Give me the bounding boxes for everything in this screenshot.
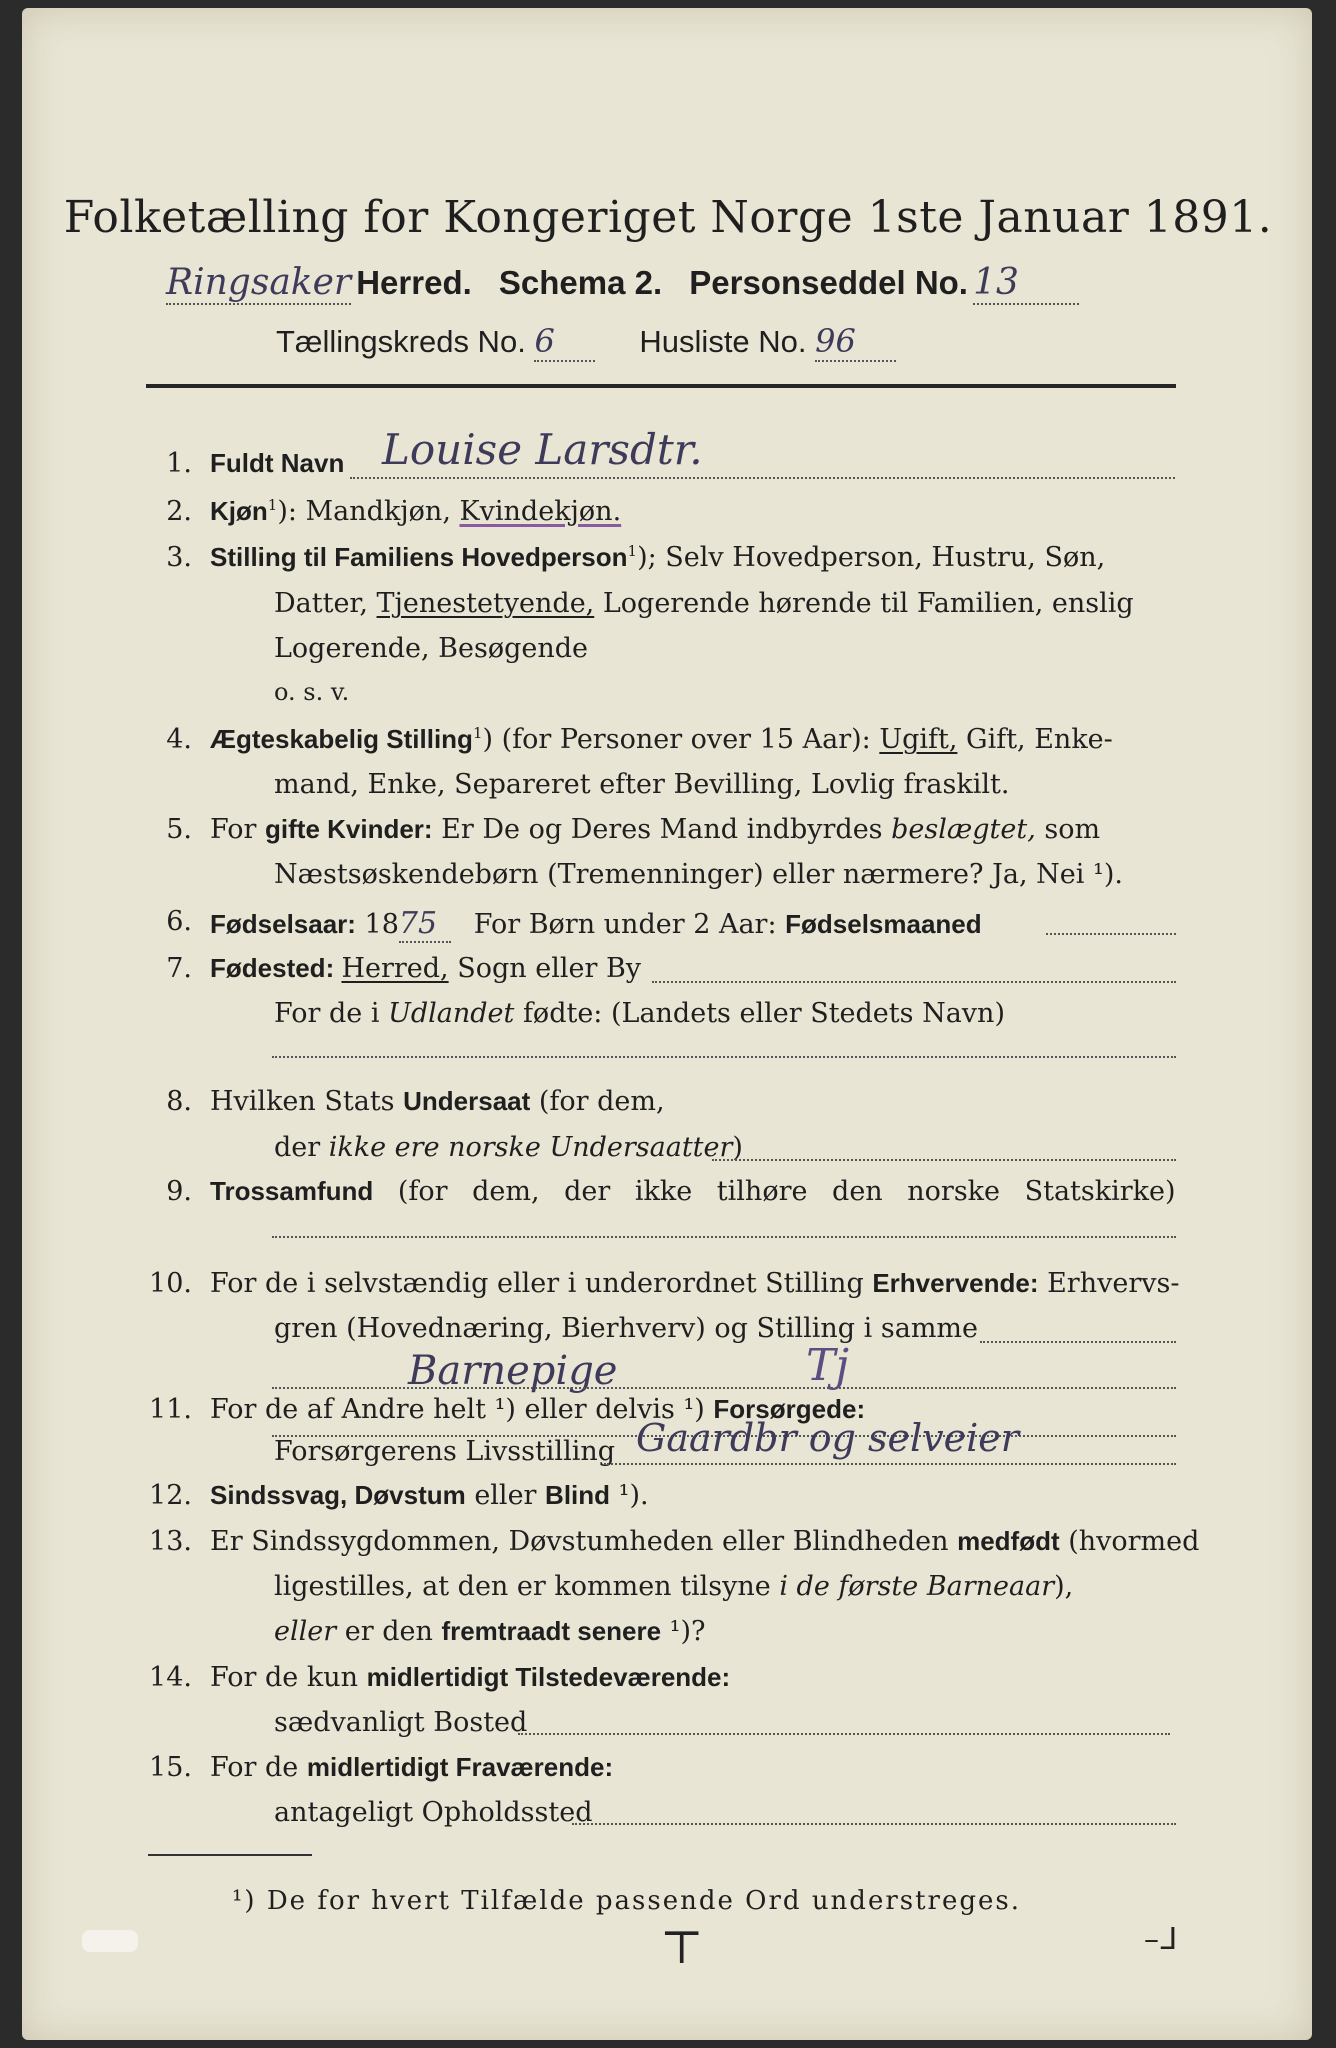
- q14-number: 14.: [149, 1662, 192, 1693]
- q9-number: 9.: [166, 1176, 192, 1207]
- q10-text-c: Erhvervs-: [1038, 1268, 1180, 1299]
- q10-dotted-line-2: [272, 1386, 1176, 1389]
- footnote: ¹) De for hvert Tilfælde passende Ord understreges.: [232, 1886, 1022, 1916]
- q4-text: ) (for Personer over 15 Aar):: [482, 724, 880, 755]
- q1-dotted-line: [350, 476, 1175, 479]
- q10-line-2: gren (Hovednæring, Bierhverv) og Stilling i samme: [274, 1313, 979, 1344]
- q15-dotted-line: [572, 1822, 1176, 1825]
- q15-number: 15.: [149, 1752, 192, 1783]
- q2-selected-option: Kvindekjøn.: [459, 496, 622, 527]
- q11-provider-value: Gaardbr og selveier: [636, 1416, 1019, 1460]
- q3-line-1: [210, 542, 1105, 573]
- q8-dotted-line: [712, 1158, 1176, 1161]
- q13-label: medfødt: [957, 1526, 1060, 1556]
- q3-options-1: ); Selv Hovedperson, Hustru, Søn,: [637, 542, 1106, 573]
- husliste-value: 96: [815, 322, 896, 362]
- pencil-mark-corner: –ᒧ: [1144, 1922, 1178, 1957]
- q6-dotted-line: [1046, 932, 1176, 935]
- q2-options: ): Mandkjøn,: [277, 496, 460, 527]
- q8-text-c2: ): [732, 1132, 743, 1163]
- q13-text-d3: ¹)?: [661, 1616, 706, 1647]
- q4-selected-option: Ugift,: [879, 724, 958, 755]
- q3-line-2: [274, 588, 1134, 619]
- q7-line-1: [210, 953, 641, 984]
- q13-line-2: [274, 1571, 1073, 1602]
- q9-dotted-line: [272, 1235, 1176, 1238]
- q3-option-datter: Datter,: [274, 588, 377, 619]
- q4-number: 4.: [166, 724, 192, 755]
- form-title: Folketælling for Kongeriget Norge 1ste Januar 1891.: [63, 192, 1273, 243]
- q10-dotted-line: [980, 1340, 1176, 1343]
- q14-line-2: sædvanligt Bosted: [274, 1707, 528, 1738]
- taellingskreds-line: [276, 322, 896, 360]
- q7-selected-option: Herred,: [341, 953, 449, 984]
- q3-number: 3.: [166, 542, 192, 573]
- q13-text-c: (hvormed: [1059, 1526, 1200, 1557]
- q7-options: Sogn eller By: [448, 953, 642, 984]
- paper-tear-mark: [82, 1930, 138, 1952]
- q3-selected-option: Tjenestetyende,: [376, 588, 595, 619]
- q7-label: Fødested:: [210, 953, 342, 983]
- q13-text-a: Er Sindssygdommen, Døvstumheden eller Blindheden: [210, 1526, 958, 1557]
- q15-line-2: antageligt Opholdssted: [274, 1797, 593, 1828]
- q7-text-a: For de i: [274, 998, 389, 1029]
- footnote-rule: [148, 1854, 312, 1856]
- q5-line-1: [210, 814, 1100, 845]
- q9-label: Trossamfund: [210, 1176, 374, 1206]
- q11-text-a: For de af Andre helt ¹) eller delvis ¹): [210, 1394, 714, 1425]
- q4-line-2: mand, Enke, Separeret efter Bevilling, Lovlig fraskilt.: [274, 769, 1010, 800]
- q13-line-3: [274, 1616, 706, 1647]
- q12-label: Sindssvag, Døvstum: [210, 1480, 466, 1510]
- personseddel-label: Personseddel No.: [689, 264, 968, 301]
- q3-options-2: Logerende hørende til Familien, enslig: [594, 588, 1134, 619]
- q13-text-italic-2: eller: [274, 1616, 337, 1647]
- q13-number: 13.: [149, 1526, 192, 1557]
- q5-text-c: Er De og Deres Mand indbyrdes: [432, 814, 892, 845]
- q3-footnote-ref: 1: [627, 542, 638, 560]
- q6-label-2: Fødselsmaaned: [785, 909, 982, 939]
- q1-name-value: Louise Larsdtr.: [382, 425, 703, 474]
- q12-text-2: ¹).: [610, 1480, 649, 1511]
- q7-text-italic: Udlandet: [388, 998, 515, 1029]
- q4-footnote-ref: 1: [472, 724, 483, 742]
- q7-dotted-line-2: [272, 1055, 1176, 1058]
- q13-text-b3: er den: [336, 1616, 442, 1647]
- q8-text-a2: der: [274, 1132, 329, 1163]
- q8-line-1: [210, 1086, 665, 1117]
- q5-number: 5.: [166, 814, 192, 845]
- taellingskreds-value: 6: [534, 322, 594, 362]
- q7-line-2: [274, 998, 1005, 1029]
- q14-text-a: For de kun: [210, 1662, 367, 1693]
- q12-text: eller: [465, 1480, 546, 1511]
- herred-value: Ringsaker: [166, 262, 352, 303]
- q10-line-1: [210, 1268, 1179, 1299]
- q11-number: 11.: [149, 1394, 192, 1425]
- q5-line-2: Næstsøskendebørn (Tremenninger) eller nærmere? Ja, Nei ¹).: [274, 859, 1123, 890]
- q5-text-italic: beslægtet,: [891, 814, 1036, 845]
- q6-text: For Børn under 2 Aar:: [473, 909, 786, 940]
- q7-text-c: fødte: (Landets eller Stedets Navn): [514, 998, 1005, 1029]
- q4-label: Ægteskabelig Stilling: [210, 724, 473, 754]
- q11-line-2: Forsørgerens Livsstilling: [274, 1436, 616, 1467]
- q6-number: 6.: [166, 906, 192, 937]
- q10-text-a: For de i selvstændig eller i underordnet Stilling: [210, 1268, 873, 1299]
- q14-dotted-line: [518, 1732, 1170, 1735]
- herred-label: Herred.: [356, 264, 472, 301]
- q1-line: [210, 448, 344, 479]
- q12-number: 12.: [149, 1480, 192, 1511]
- q2-number: 2.: [166, 496, 192, 527]
- q1-number: 1.: [166, 448, 192, 479]
- q14-label: midlertidigt Tilstedeværende:: [366, 1662, 731, 1692]
- q2-label: Kjøn: [210, 496, 268, 526]
- q13-text-italic: i de første Barneaar: [779, 1571, 1055, 1602]
- q9-text: (for dem, der ikke tilhøre den norske Statskirke): [373, 1176, 1176, 1207]
- q7-number: 7.: [166, 953, 192, 984]
- q8-label: Undersaat: [403, 1086, 531, 1116]
- q4-line-1: [210, 724, 1113, 755]
- q10-number: 10.: [149, 1268, 192, 1299]
- q12-label-2: Blind: [545, 1480, 611, 1510]
- q8-line-2: [274, 1132, 743, 1163]
- q2-line: [210, 496, 621, 527]
- q13-line-1: [210, 1526, 1199, 1557]
- q5-text-e: som: [1035, 814, 1101, 845]
- q10-label: Erhvervende:: [872, 1268, 1039, 1298]
- q2-footnote-ref: 1: [267, 496, 278, 514]
- q5-text-a: For: [210, 814, 266, 845]
- q8-text-c: (for dem,: [530, 1086, 665, 1117]
- pencil-mark-t: ⊤: [660, 1920, 704, 1974]
- q10-occupation-value: Barnepige: [408, 1348, 618, 1394]
- q8-text-a: Hvilken Stats: [210, 1086, 404, 1117]
- q3-line-3: Logerende, Besøgende: [274, 633, 588, 664]
- q5-label: gifte Kvinder:: [265, 814, 433, 844]
- q8-text-italic: ikke ere norske Undersaatter: [328, 1132, 733, 1163]
- q8-number: 8.: [166, 1086, 192, 1117]
- q3-label: Stilling til Familiens Hovedperson: [210, 542, 628, 572]
- q6-line: [210, 906, 982, 941]
- q1-label: Fuldt Navn: [210, 448, 345, 478]
- taellingskreds-label: Tællingskreds No.: [276, 324, 526, 359]
- q12-line: [210, 1480, 649, 1511]
- q9-line: [210, 1176, 1176, 1207]
- q10-annotation-mark: Tj: [806, 1340, 849, 1391]
- schema-label: Schema 2.: [498, 264, 663, 301]
- q11-label: Forsørgede:: [713, 1394, 866, 1424]
- q13-text-c2: ),: [1054, 1571, 1074, 1602]
- q15-text-a: For de: [210, 1752, 307, 1783]
- q7-dotted-line: [652, 980, 1176, 983]
- personseddel-value: 13: [973, 262, 1079, 305]
- q6-label: Fødselsaar:: [210, 909, 356, 939]
- q15-line-1: [210, 1752, 613, 1783]
- q14-line-1: [210, 1662, 730, 1693]
- herred-line: [166, 262, 1079, 303]
- q6-year-prefix: 18: [364, 909, 399, 940]
- header-divider: [146, 384, 1176, 388]
- q15-label: midlertidigt Fraværende:: [306, 1752, 614, 1782]
- q4-options: Gift, Enke-: [957, 724, 1113, 755]
- q13-text-a2: ligestilles, at den er kommen tilsyne: [274, 1571, 780, 1602]
- q3-line-4: o. s. v.: [274, 678, 350, 706]
- q6-year-value: 75: [399, 906, 451, 943]
- q13-label-2: fremtraadt senere: [441, 1616, 662, 1646]
- husliste-label: Husliste No.: [639, 324, 807, 359]
- q11-dotted-line: [604, 1462, 1176, 1465]
